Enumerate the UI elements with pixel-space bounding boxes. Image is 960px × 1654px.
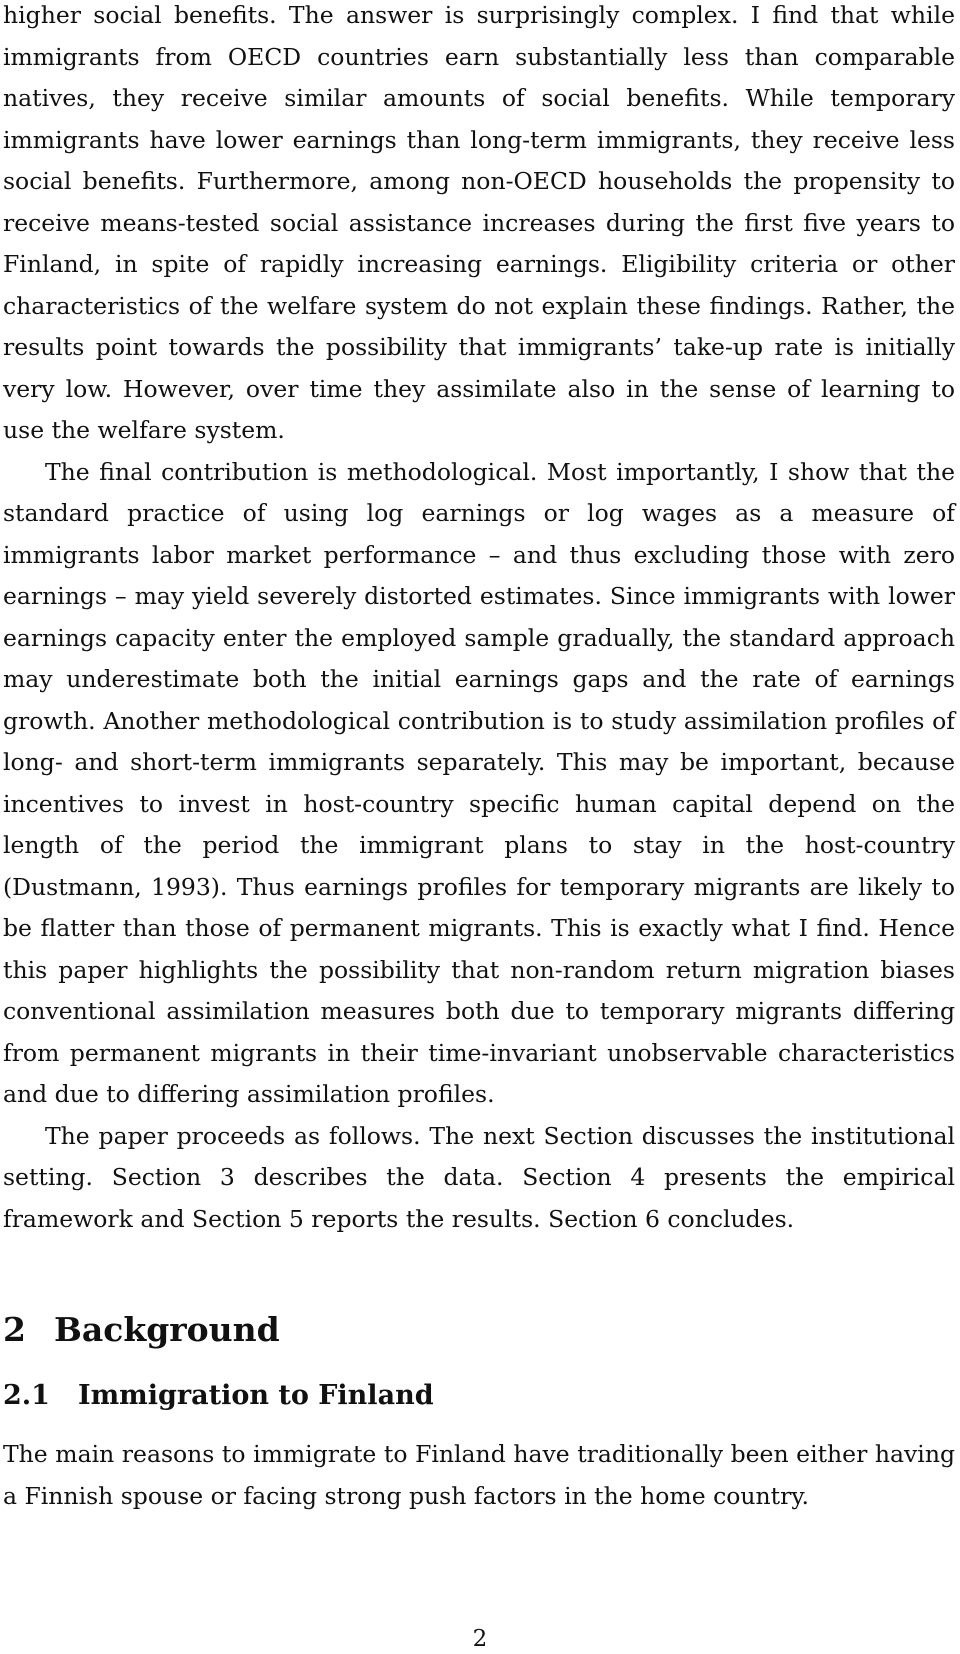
paper-page (3, 0, 955, 1517)
paragraph-social-benefits: higher social benefits. The answer is surprisingly complex. I find that while immigrants from OECD countries earn substantially less than comparable natives, they receive similar amounts of social benefits. While temporary immigrants have lower earnings than long-term immigrants, they receive less social benefits. Furthermore, among non-OECD households the propensity to receive means-tested social assistance increases during the first five years to Finland, in spite of rapidly increasing earnings. Eligibility criteria or other characteristics of the welfare system do not explain these findings. Rather, the results point towards the possibility that immigrants’ take-up rate is initially very low. However, over time they assimilate also in the sense of learning to use the welfare system. (3, 1, 955, 444)
section-number: 2 (3, 1310, 26, 1349)
paragraph-paper-outline: The paper proceeds as follows. The next Section discusses the institutional setting. Section 3 describes the data. Section 4 presents the empirical framework and Section 5 reports the results. Section 6 concludes. (3, 1121, 955, 1233)
section-title: Background (53, 1310, 280, 1349)
page-number: 2 (472, 1626, 488, 1652)
subsection-title: Immigration to Finland (77, 1380, 434, 1411)
paragraph-immigration-reasons: The main reasons to immigrate to Finland have traditionally been either having a Finnish spouse or facing strong push factors in the home country. (3, 1440, 955, 1510)
section-heading-background (3, 1306, 955, 1354)
paragraph-methodological-contribution: The final contribution is methodological. Most importantly, I show that the standard practice of using log earnings or log wages as a measure of immigrants labor market performance – and thus excluding those with zero earnings – may yield severely distorted estimates. Since immigrants with lower earnings capacity enter the employed sample gradually, the standard approach may underestimate both the initial earnings gaps and the rate of earnings growth. Another methodological contribution is to study assimilation profiles of long- and short-term immigrants separately. This may be important, because incentives to invest in host-country specific human capital depend on the length of the period the immigrant plans to stay in the host-country (Dustmann, 1993). Thus earnings profiles for temporary migrants are likely to be flatter than those of permanent migrants. This is exactly what I find. Hence this paper highlights the possibility that non-random return migration biases conventional assimilation measures both due to temporary migrants differing from permanent migrants in their time-invariant unobservable characteristics and due to differing assimilation profiles. (3, 457, 955, 1108)
subsection-heading-immigration (3, 1376, 955, 1416)
subsection-number: 2.1 (3, 1380, 50, 1411)
